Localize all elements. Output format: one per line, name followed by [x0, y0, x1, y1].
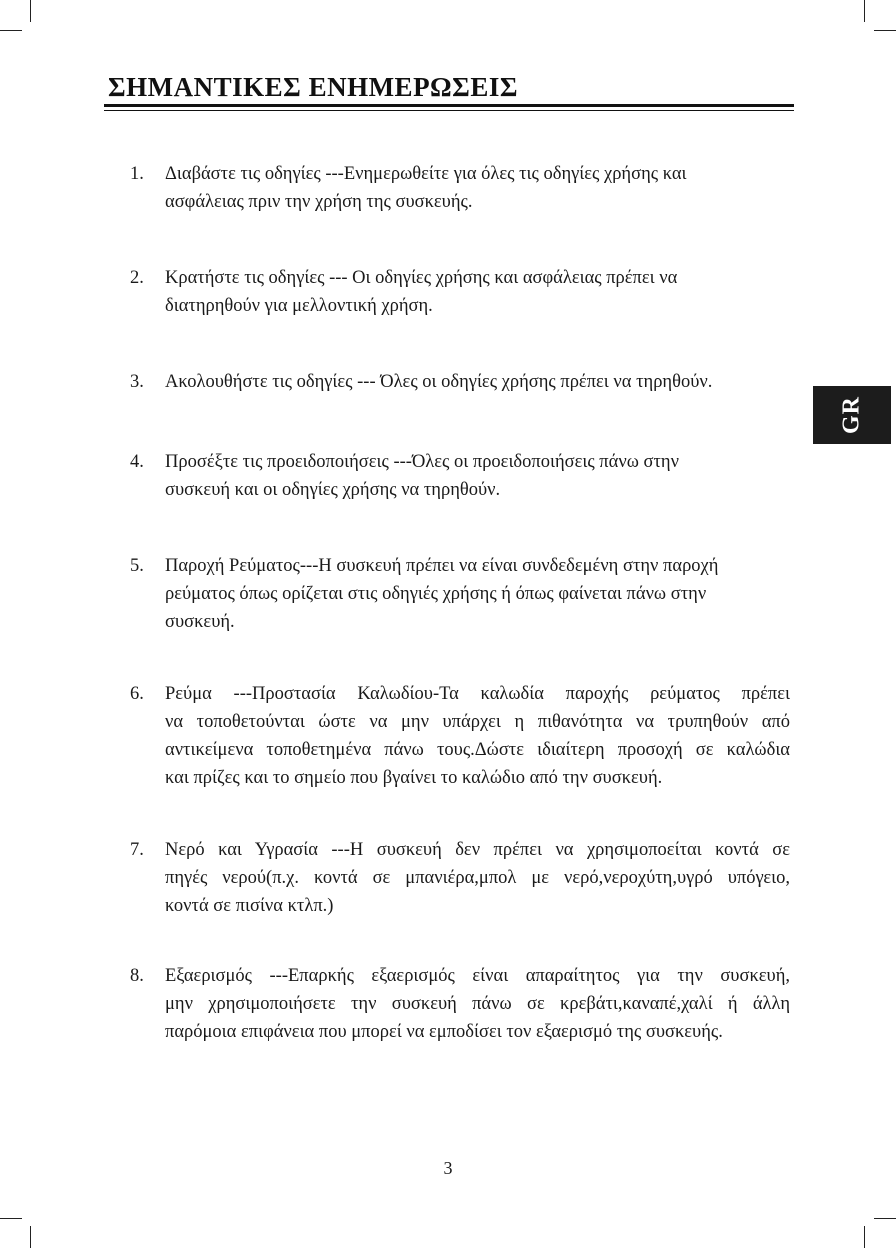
list-item-number: 6.: [130, 684, 144, 704]
list-item-number: 4.: [130, 452, 144, 472]
list-item-line: Ρεύμα ---Προστασία Καλωδίου-Τα καλωδία παροχής ρεύματος πρέπει: [165, 684, 790, 704]
list-item-line: παρόμοια επιφάνεια που μπορεί να εμποδίσει τον εξαερισμό της συσκευής.: [165, 1022, 723, 1042]
list-item-line: πηγές νερού(π.χ. κοντά σε μπανιέρα,μπολ με νερό,νεροχύτη,υγρό υπόγειο,: [165, 868, 790, 888]
list-item-line: διατηρηθούν για μελλοντική χρήση.: [165, 296, 433, 316]
list-item-line: ρεύματος όπως ορίζεται στις οδηγιές χρήσης ή όπως φαίνεται πάνω στην: [165, 584, 707, 604]
list-item: [130, 368, 790, 396]
title-underline-thick: [104, 104, 794, 107]
crop-mark-top-right: [864, 0, 865, 22]
list-item-number: 1.: [130, 164, 144, 184]
crop-mark-bottom-right-h: [874, 1218, 896, 1219]
list-item: [130, 448, 790, 504]
title-underline-thin: [104, 110, 794, 111]
list-item-line: και πρίζες και το σημείο που βγαίνει το καλώδιο από την συσκευή.: [165, 768, 663, 788]
page-title: ΣΗΜΑΝΤΙΚΕΣ ΕΝΗΜΕΡΩΣΕΙΣ: [108, 72, 519, 102]
list-item-text: [165, 264, 790, 320]
list-item-line: Προσέξτε τις προειδοποιήσεις ---Όλες οι προειδοποιήσεις πάνω στην: [165, 452, 679, 472]
crop-mark-top-left: [30, 0, 31, 22]
list-item-text: [165, 368, 790, 396]
list-item-number: 7.: [130, 840, 144, 860]
list-item-line: Ακολουθήστε τις οδηγίες --- Όλες οι οδηγίες χρήσης πρέπει να τηρηθούν.: [165, 372, 713, 392]
list-item-line: συσκευή.: [165, 612, 235, 632]
crop-mark-top-left-h: [0, 30, 22, 31]
language-tab-label: GR: [838, 396, 865, 434]
list-item-text: [165, 552, 790, 636]
crop-mark-bottom-left: [30, 1226, 31, 1248]
list-item-line: Διαβάστε τις οδηγίες ---Ενημερωθείτε για όλες τις οδηγίες χρήσης και: [165, 164, 687, 184]
crop-mark-bottom-right: [864, 1226, 865, 1248]
list-item: [130, 160, 790, 216]
list-item-line: μην χρησιμοποιήσετε την συσκευή πάνω σε κρεβάτι,καναπέ,χαλί ή άλλη: [165, 994, 790, 1014]
list-item-text: [165, 836, 790, 920]
list-item-line: Παροχή Ρεύματος---Η συσκευή πρέπει να είναι συνδεδεμένη στην παροχή: [165, 556, 719, 576]
list-item: [130, 264, 790, 320]
list-item-line: Κρατήστε τις οδηγίες --- Οι οδηγίες χρήσης και ασφάλειας πρέπει να: [165, 268, 678, 288]
list-item-text: [165, 160, 790, 216]
crop-mark-bottom-left-h: [0, 1218, 22, 1219]
list-item: [130, 836, 790, 920]
list-item-text: [165, 962, 790, 1046]
list-item-text: [165, 680, 790, 792]
list-item: [130, 552, 790, 636]
list-item-line: Εξαερισμός ---Επαρκής εξαερισμός είναι απαραίτητος για την συσκευή,: [165, 966, 790, 986]
list-item-line: να τοποθετούνται ώστε να μην υπάρχει η πιθανότητα να τρυπηθούν από: [165, 712, 790, 732]
list-item-line: Νερό και Υγρασία ---Η συσκευή δεν πρέπει να χρησιμοποείται κοντά σε: [165, 840, 790, 860]
list-item: [130, 962, 790, 1046]
list-item-line: ασφάλειας πριν την χρήση της συσκευής.: [165, 192, 473, 212]
list-item-line: κοντά σε πισίνα κτλπ.): [165, 896, 334, 916]
list-item-text: [165, 448, 790, 504]
crop-mark-top-right-h: [874, 30, 896, 31]
page-number: 3: [443, 1158, 453, 1178]
list-item-line: αντικείμενα τοποθετημένα πάνω τους.Δώστε ιδιαίτερη προσοχή σε καλώδια: [165, 740, 790, 760]
list-item-number: 5.: [130, 556, 144, 576]
list-item-line: συσκευή και οι οδηγίες χρήσης να τηρηθούν.: [165, 480, 501, 500]
language-tab: [813, 386, 891, 444]
list-item-number: 2.: [130, 268, 144, 288]
list-item: [130, 680, 790, 792]
list-item-number: 8.: [130, 966, 144, 986]
list-item-number: 3.: [130, 372, 144, 392]
